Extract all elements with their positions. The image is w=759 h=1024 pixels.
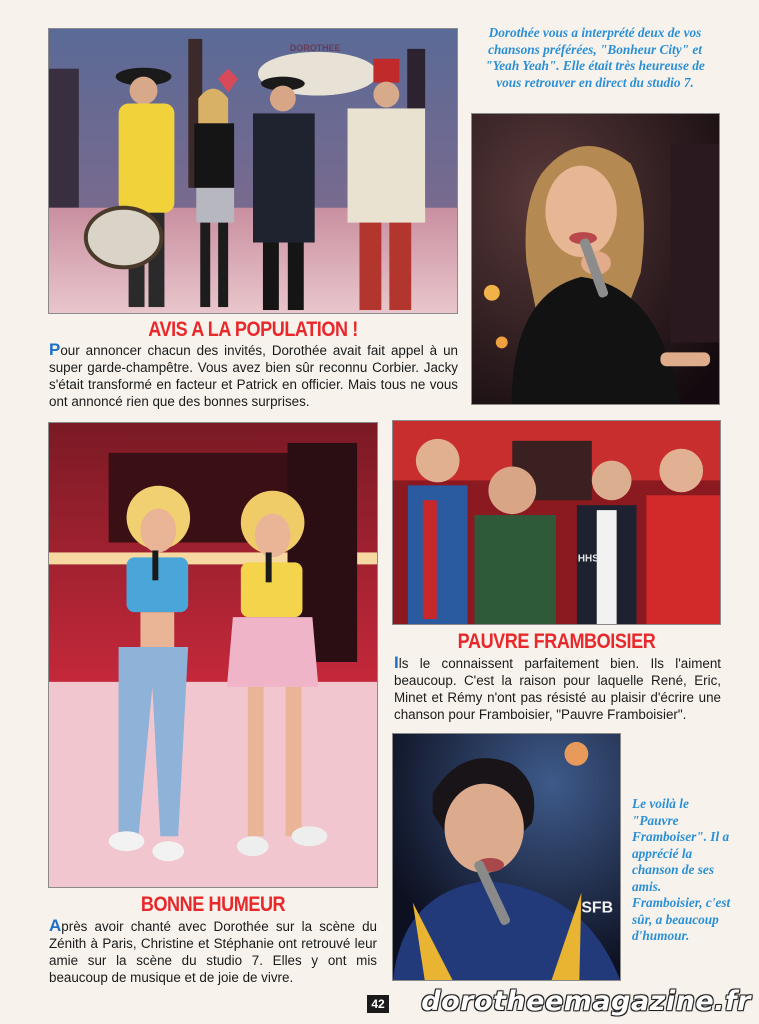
photo-two-dancers (48, 422, 378, 888)
article-avis-population (49, 342, 458, 410)
jacket-text: HHS (577, 553, 599, 565)
dropcap-p: P (49, 340, 61, 359)
headline-bonne-humeur: BONNE HUMEUR (140, 893, 286, 916)
article-avis-population-body: our annoncer chacun des invités, Dorothée avait fait appel à un super garde-champêtre. Vous avez bien sûr reconnu Corbier. Jacky s'était transformé en facteur et Patrick en officier. Mais tous ne vous ont annoncé rien que des bonnes surprises. (49, 343, 458, 409)
page-number: 42 (367, 995, 389, 1013)
article-pauvre-framboisier (394, 655, 721, 723)
headline-avis-population: AVIS A LA POPULATION ! (148, 318, 358, 341)
article-bonne-humeur-body: près avoir chanté avec Dorothée sur la scène du Zénith à Paris, Christine et Stéphanie ont retrouvé leur amie sur la scène du studio 7. Elles y ont mis beaucoup de musique et de joie de vivre. (49, 919, 377, 985)
article-pauvre-framboisier-body: ls le connaissent parfaitement bien. Ils l'aiment beaucoup. C'est la raison pour laquelle René, Eric, Minet et Rémy n'ont pas résisté au plaisir d'écrire une chanson pour Framboisier, "Pauvre Framboisier". (394, 656, 721, 722)
caption-framboisier: Le voilà le "Pauvre Framboiser". Il a apprécié la chanson de ses amis. Framboisier, c'est sûr, a beaucoup d'humour. (632, 796, 731, 943)
stage-sign-text: DOROTHEE (289, 42, 341, 53)
photo-dorothee-singing (471, 113, 720, 405)
photo-stage-group (48, 28, 458, 314)
photo-four-men (392, 420, 721, 625)
photo-framboisier (392, 733, 621, 981)
article-bonne-humeur (49, 918, 377, 986)
jacket-letters: SFB (581, 899, 614, 917)
watermark: dorotheemagazine.fr (421, 986, 751, 1017)
caption-dorothee-songs: Dorothée vous a interprété deux de vos chansons préférées, "Bonheur City" et "Yeah Yeah". Elle était très heureuse de vous retrouver en direct du studio 7. (485, 25, 705, 90)
dropcap-i: I (394, 653, 399, 672)
dropcap-a: A (49, 916, 62, 935)
headline-pauvre-framboisier: PAUVRE FRAMBOISIER (457, 630, 656, 653)
